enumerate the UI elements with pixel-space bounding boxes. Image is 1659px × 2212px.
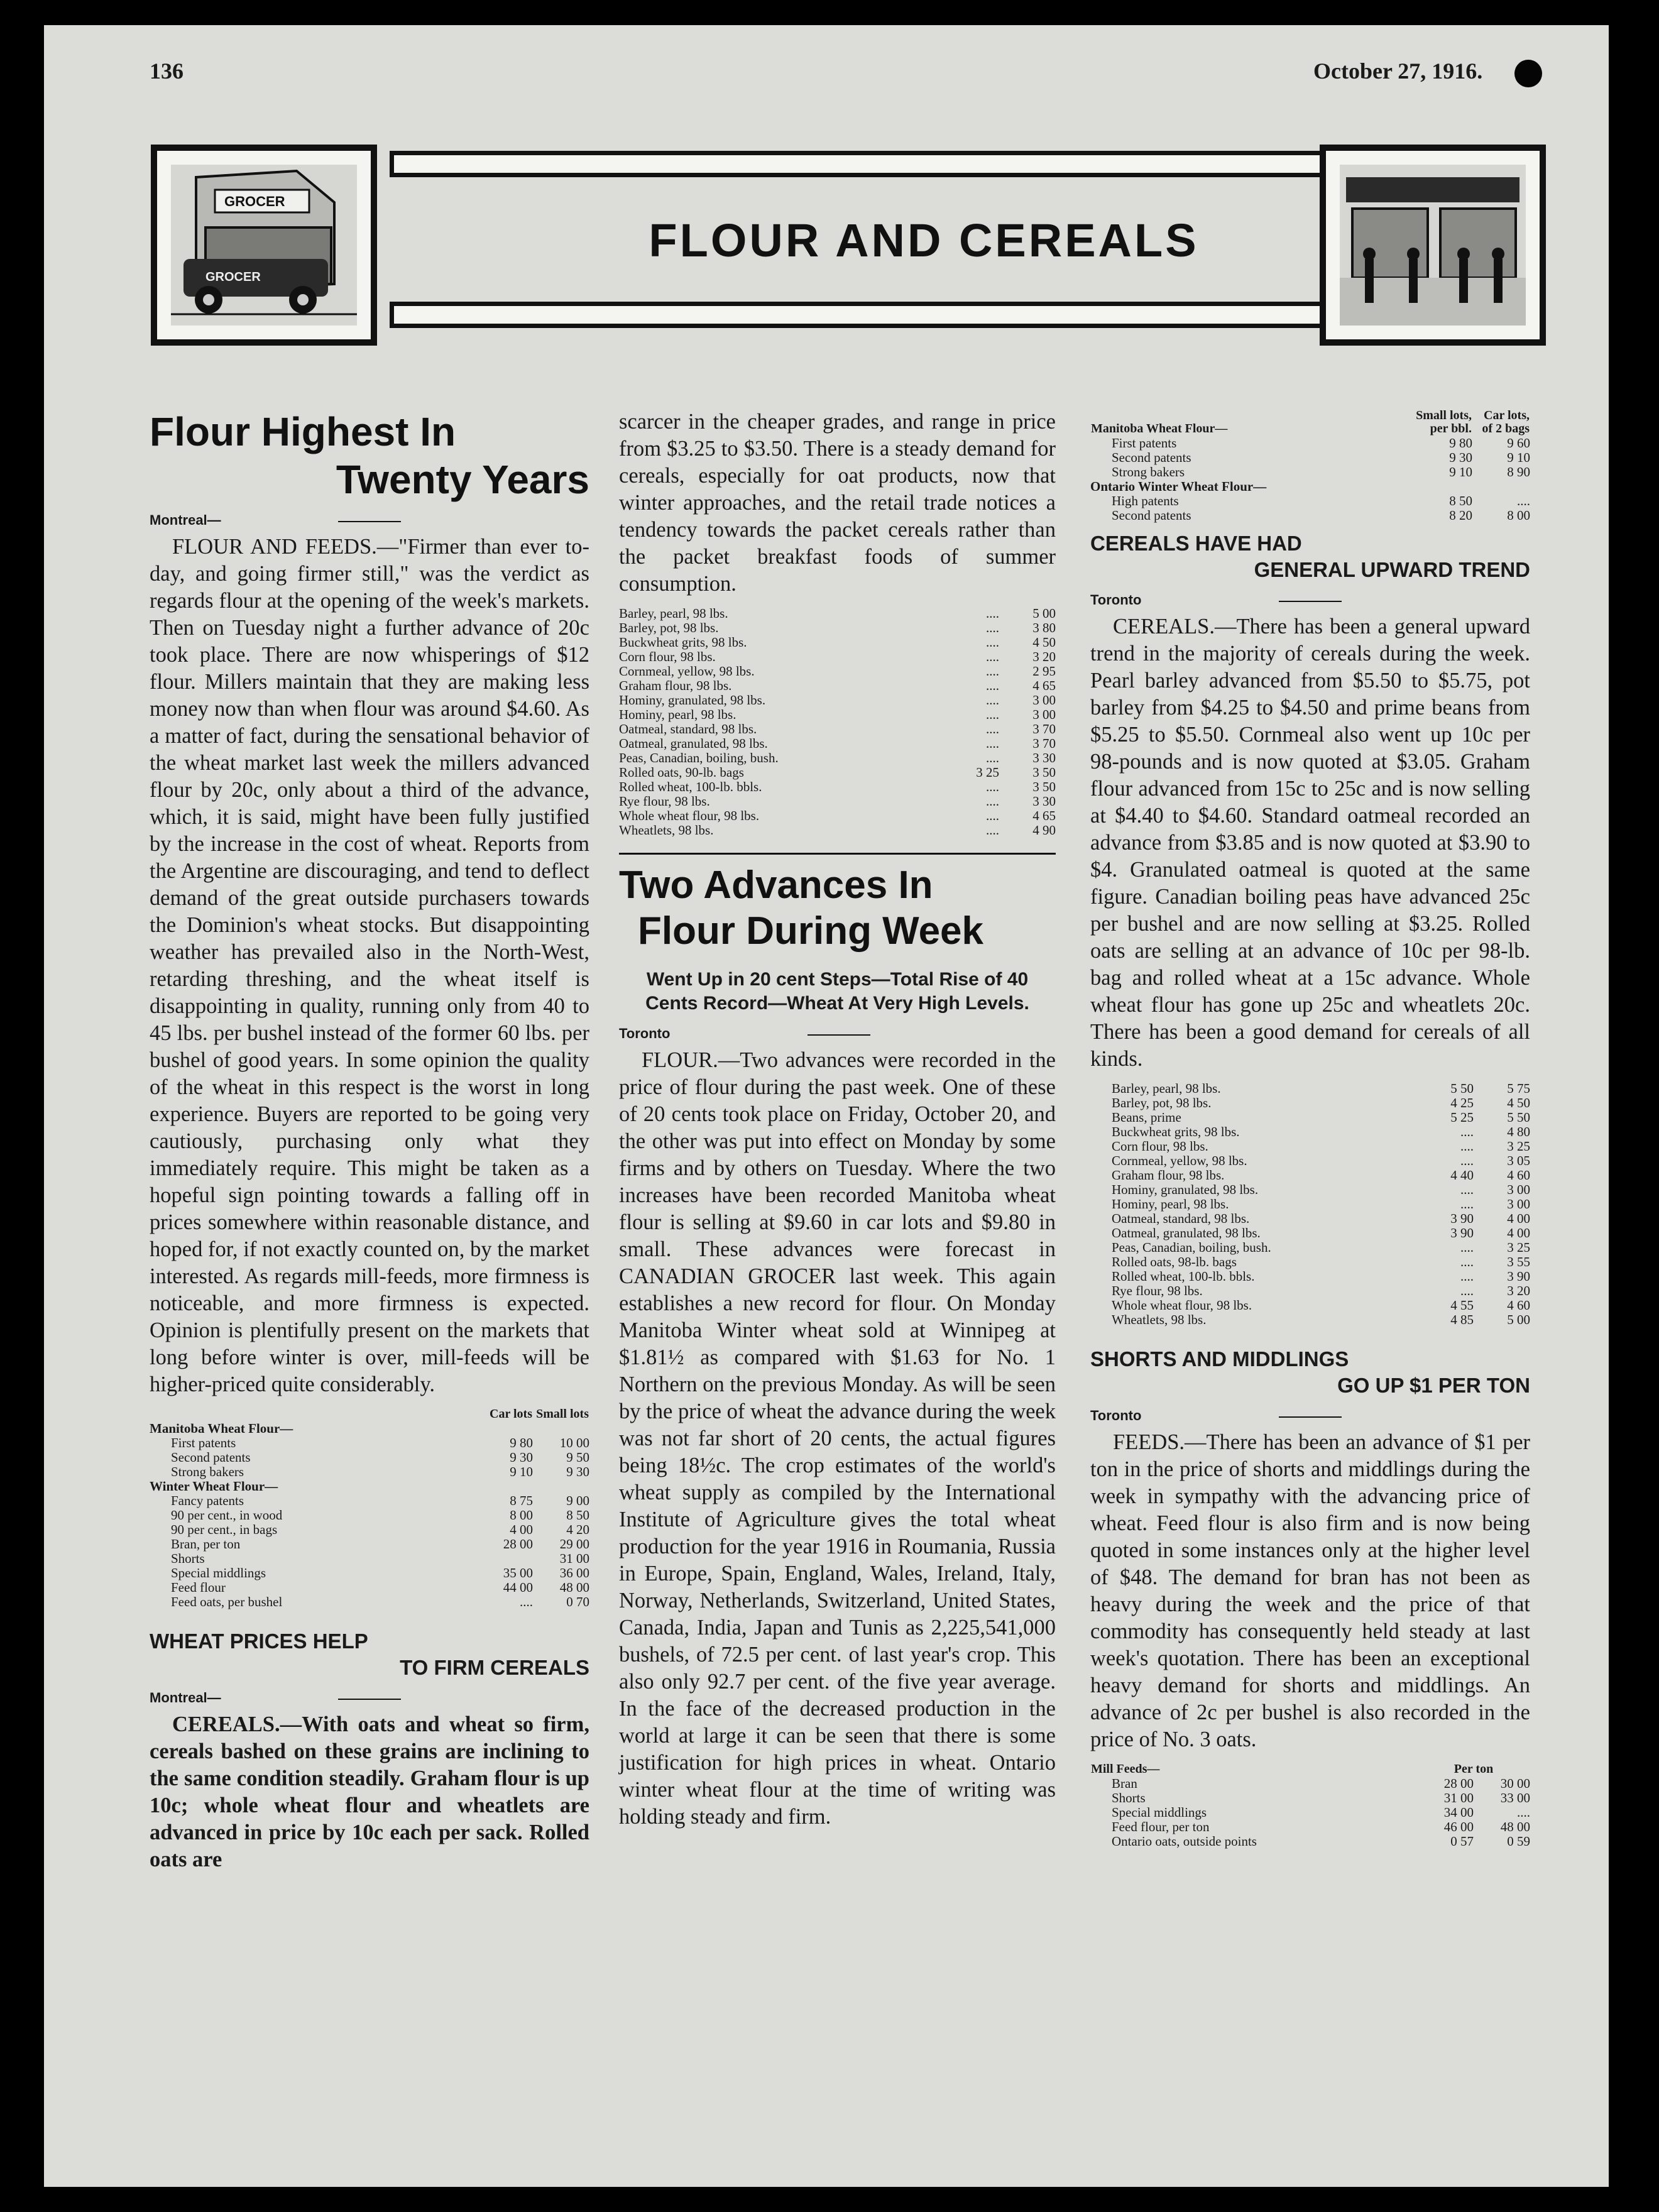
grocer-car-icon xyxy=(171,165,357,326)
price-cell: 3 90 xyxy=(1507,1269,1530,1284)
svg-text:GROCER: GROCER xyxy=(205,270,261,284)
price-cell: .... xyxy=(1460,1139,1474,1154)
table-row xyxy=(1090,494,1530,508)
price-cell: 4 00 xyxy=(1507,1211,1530,1226)
price-cell xyxy=(476,1479,533,1494)
price-cell: .... xyxy=(1517,493,1530,508)
table-label: Mill Feeds— xyxy=(1091,1762,1160,1776)
price-cell: 4 40 xyxy=(1450,1168,1474,1183)
price-cell: 9 10 xyxy=(1449,464,1472,479)
table-row xyxy=(1090,479,1530,494)
table-row xyxy=(150,1450,589,1465)
row-label: First patents xyxy=(171,1435,236,1451)
article-body: FLOUR AND FEEDS.—"Firmer than ever to-day, and going firmer still," was the verdict as regards flour at the opening of the week's markets. Then on Tuesday night a further advance of 20c took place. There are now whisperings of $12 flour. Millers maintain that they are making less money now than when flour was around $4.60. As a matter of fact, during the sensational behavior of the wheat market last week the millers advanced flour by 20c, only about a third of the advance, which, it is said, might have been fully justified by the increase in the cost of wheat. Reports from the Argentine are discouraging, and tend to deflect demand of the great outside purchasers towards the Dominion's wheat stocks. But disappointing weather has prevailed also in the North-West, retarding threshing, and the wheat itself is disappointing in quality, running only from 40 to 45 lbs. per bushel instead of the former 60 lbs. per bushel of good years. In some opinion the quality of the wheat in this respect is the worst in long experience. Buyers are reported to be going very cautiously, purchasing only what they immediately require. This might be taken as a hopeful sign pointing towards a falling off in prices somewhere within reasonable distance, and hoped for, if not exactly counted on, by the market interested. As regards mill-feeds, more firmness is noticeable, and more firmness is expected. Opinion is plentifully present on the markets that long before winter is over, mill-feeds will be higher-priced quite considerably. xyxy=(150,535,589,1397)
article-body-continued: scarcer in the cheaper grades, and range in price from $3.25 to $3.50. There is a steady demand for cereals, especially for oat products, now that winter approaches, and the retail trade notices a tendency towards the packet cereals rather than the packet breakfast foods of summer consumption. xyxy=(619,410,1056,596)
price-cell: 0 57 xyxy=(1450,1834,1474,1849)
row-label: Special middlings xyxy=(1112,1805,1207,1820)
price-cell: 33 00 xyxy=(1500,1790,1530,1805)
table-row xyxy=(150,1523,589,1537)
price-cell: 3 70 xyxy=(1032,721,1056,736)
table-row xyxy=(619,679,1056,693)
price-cell xyxy=(533,1479,589,1494)
table-row xyxy=(1090,1298,1530,1313)
table-row xyxy=(150,1436,589,1450)
table-row xyxy=(1090,1197,1530,1212)
price-cell: 46 00 xyxy=(1443,1819,1474,1834)
row-label: Whole wheat flour, 98 lbs. xyxy=(619,808,760,823)
row-label: Rolled wheat, 100-lb. bbls. xyxy=(1112,1269,1255,1284)
table-label: Manitoba Wheat Flour— xyxy=(1091,422,1228,435)
dateline: Toronto xyxy=(1090,1408,1530,1424)
price-cell: .... xyxy=(986,707,999,722)
headline-line-2: GENERAL UPWARD TREND xyxy=(1254,558,1530,581)
table-row xyxy=(1090,1154,1530,1168)
row-label: Peas, Canadian, boiling, bush. xyxy=(1112,1240,1271,1255)
table-row xyxy=(1090,1096,1530,1110)
price-cell: .... xyxy=(986,664,999,679)
row-label: Hominy, pearl, 98 lbs. xyxy=(1112,1196,1229,1212)
table-row xyxy=(150,1465,589,1479)
price-cell: 3 30 xyxy=(1032,794,1056,809)
price-cell: 35 00 xyxy=(503,1565,533,1581)
table-row xyxy=(619,650,1056,664)
row-label: Barley, pot, 98 lbs. xyxy=(1112,1095,1212,1110)
article-body: CEREALS.—With oats and wheat so firm, cereals bashed on these grains are inclining to the same condition steadily. Graham flour is up 10c; whole wheat flour and wheatlets are advanced in price by 10c each per sack. Rolled oats are xyxy=(150,1712,589,1872)
price-cell: 34 00 xyxy=(1443,1805,1474,1820)
price-cell: 9 60 xyxy=(1507,435,1530,451)
price-cell: .... xyxy=(986,808,999,823)
price-cell: .... xyxy=(1517,1805,1530,1820)
price-cell: 4 65 xyxy=(1032,808,1056,823)
price-cell: 2 95 xyxy=(1032,664,1056,679)
headline-line-1: Flour Highest In xyxy=(150,409,456,454)
table-row xyxy=(1090,1834,1530,1849)
table-row xyxy=(619,780,1056,794)
table-row xyxy=(150,1508,589,1523)
row-label: Graham flour, 98 lbs. xyxy=(619,678,732,693)
table-row xyxy=(619,606,1056,621)
row-label: Oatmeal, standard, 98 lbs. xyxy=(619,721,757,736)
row-label: Manitoba Wheat Flour— xyxy=(150,1421,293,1437)
price-cell: 8 50 xyxy=(566,1508,589,1523)
article-headline xyxy=(150,408,589,503)
price-cell: .... xyxy=(986,635,999,650)
table-row xyxy=(150,1479,589,1494)
price-cell: 9 10 xyxy=(510,1464,533,1480)
price-cell: .... xyxy=(1460,1153,1474,1168)
table-row xyxy=(1090,1110,1530,1125)
article-subheadline: Went Up in 20 cent Steps—Total Rise of 40 Cents Record—Wheat At Very High Levels. xyxy=(645,969,1029,1014)
table-row xyxy=(1090,1255,1530,1269)
column-header: Small lots xyxy=(536,1407,589,1421)
row-label: Shorts xyxy=(171,1551,205,1567)
price-cell: 9 10 xyxy=(1507,450,1530,465)
price-cell: 8 00 xyxy=(1507,508,1530,523)
row-label: Strong bakers xyxy=(1112,464,1185,479)
section-banner xyxy=(151,119,1533,358)
price-cell: 3 50 xyxy=(1032,779,1056,794)
table-row xyxy=(150,1552,589,1566)
table-row xyxy=(1090,1269,1530,1284)
price-cell: 48 00 xyxy=(1500,1819,1530,1834)
row-label: Hominy, pearl, 98 lbs. xyxy=(619,707,736,722)
table-row xyxy=(1090,1284,1530,1298)
headline-line-2: TO FIRM CEREALS xyxy=(400,1656,589,1680)
row-label: Shorts xyxy=(1112,1790,1146,1805)
price-cell: 8 90 xyxy=(1507,464,1530,479)
price-cell: 3 20 xyxy=(1032,649,1056,664)
table-row xyxy=(1090,1313,1530,1327)
price-cell: .... xyxy=(986,823,999,838)
price-table xyxy=(150,1407,589,1609)
price-cell xyxy=(476,1552,533,1566)
price-cell: 3 80 xyxy=(1032,620,1056,635)
row-label: Rolled oats, 90-lb. bags xyxy=(619,765,744,780)
price-cell: .... xyxy=(986,678,999,693)
price-cell xyxy=(533,1421,589,1436)
article-body: FEEDS.—There has been an advance of $1 per ton in the price of shorts and middlings during the week in sympathy with the advancing price of wheat. Feed flour is also firm and is now being quoted in some instances only at the higher level of $48. The demand for bran has not been as heavy during the week and the price of that commodity has consequently held steady at last week's quotation. There has been an exceptional heavy demand for shorts and middlings. An advance of 2c per bushel is also recorded in the price of No. 3 oats. xyxy=(1090,1430,1530,1751)
table-row xyxy=(150,1595,589,1609)
row-label: Ontario Winter Wheat Flour— xyxy=(1090,479,1267,494)
price-cell: 4 25 xyxy=(1450,1095,1474,1110)
table-row xyxy=(619,635,1056,650)
price-cell: 4 80 xyxy=(1507,1124,1530,1139)
column-1 xyxy=(150,408,589,1873)
headline-line-2: GO UP $1 PER TON xyxy=(1337,1374,1530,1397)
headline-line-2: Twenty Years xyxy=(336,456,589,502)
headline-line-2: Flour During Week xyxy=(638,909,984,953)
price-cell: 3 20 xyxy=(1507,1283,1530,1298)
price-cell: 5 50 xyxy=(1507,1110,1530,1125)
row-label: Graham flour, 98 lbs. xyxy=(1112,1168,1225,1183)
price-cell: 3 00 xyxy=(1507,1196,1530,1212)
table-row xyxy=(619,823,1056,838)
price-cell: 4 00 xyxy=(1507,1225,1530,1240)
price-cell: .... xyxy=(1460,1283,1474,1298)
row-label: Cornmeal, yellow, 98 lbs. xyxy=(1112,1153,1247,1168)
price-cell xyxy=(1408,479,1472,494)
price-table xyxy=(1090,408,1530,523)
price-cell: 48 00 xyxy=(559,1580,589,1596)
dateline: Toronto xyxy=(619,1026,1056,1042)
table-row xyxy=(1090,1791,1530,1805)
row-label: Wheatlets, 98 lbs. xyxy=(1112,1312,1207,1327)
banner-rule-top xyxy=(390,151,1467,177)
price-cell: 3 30 xyxy=(1032,750,1056,765)
article-body: FLOUR.—Two advances were recorded in the price of flour during the past week. One of these of 20 cents took place on Friday, October 20, and the other was put into effect on Monday by some firms and by others on Tuesday. Where the two increases have been recorded Manitoba wheat flour is selling at $9.60 in car lots and $9.80 in small. These advances were forecast in CANADIAN GROCER last week. This again establishes a new record for flour. On Monday Manitoba Winter wheat sold at Winnipeg at $1.81½ as compared with $1.63 for No. 1 Northern on the previous Monday. As will be seen by the price of wheat the advance during the week was not far short of 20 cents, the actual figures being 18½c. The crop estimates of the world's wheat supply as compiled by the International Institute of Agriculture gives the total wheat production for the year 1916 in Roumania, Russia in Europe, Spain, England, Wales, Ireland, Italy, Norway, Netherlands, Switzerland, United States, Canada, India, Japan and Tunis as 2,225,541,000 bushels, of 72.5 per cent. of last year's crop. This also only 92.7 per cent. of the five year average. In the face of the decreased production in the world at large it can be seen that there is some justification for high prices in wheat. Ontario winter wheat flour at the time of writing was holding steady and firm. xyxy=(619,1048,1056,1829)
row-label: Cornmeal, yellow, 98 lbs. xyxy=(619,664,755,679)
price-cell: 28 00 xyxy=(503,1536,533,1552)
table-row xyxy=(1090,1240,1530,1255)
table-row xyxy=(619,736,1056,751)
page-date: October 27, 1916. xyxy=(1313,58,1483,84)
price-cell: 8 00 xyxy=(510,1508,533,1523)
price-cell: .... xyxy=(986,736,999,751)
table-row xyxy=(1090,1805,1530,1820)
price-cell: 9 30 xyxy=(566,1464,589,1480)
price-cell: .... xyxy=(986,721,999,736)
table-row xyxy=(1090,1226,1530,1240)
table-row xyxy=(1090,436,1530,451)
column-header: Car lots, of 2 bags xyxy=(1482,408,1530,435)
price-cell: 29 00 xyxy=(559,1536,589,1552)
page-number: 136 xyxy=(150,58,183,84)
row-label: Second patents xyxy=(171,1450,251,1465)
price-cell: 3 25 xyxy=(1507,1139,1530,1154)
price-cell: 8 75 xyxy=(510,1493,533,1509)
price-cell: .... xyxy=(1460,1182,1474,1197)
row-label: Ontario oats, outside points xyxy=(1112,1834,1257,1849)
price-cell: .... xyxy=(986,794,999,809)
table-row xyxy=(619,621,1056,635)
row-label: First patents xyxy=(1112,435,1177,451)
row-label: Bran xyxy=(1112,1776,1137,1791)
storefront-shoppers-illustration xyxy=(1320,145,1546,346)
column-header: Per ton xyxy=(1454,1762,1494,1776)
column-3 xyxy=(1090,408,1530,1856)
price-cell xyxy=(476,1421,533,1436)
row-label: Hominy, granulated, 98 lbs. xyxy=(619,693,766,708)
row-label: Fancy patents xyxy=(171,1493,244,1509)
table-row xyxy=(619,765,1056,780)
price-cell: 0 70 xyxy=(566,1594,589,1610)
row-label: Rye flour, 98 lbs. xyxy=(619,794,710,809)
price-cell: .... xyxy=(986,620,999,635)
dateline: Montreal— xyxy=(150,512,589,528)
column-header: Small lots, per bbl. xyxy=(1416,408,1472,435)
table-row xyxy=(150,1566,589,1580)
table-row xyxy=(1090,451,1530,465)
headline-line-1: CEREALS HAVE HAD xyxy=(1090,532,1302,555)
price-cell: .... xyxy=(986,606,999,621)
row-label: Barley, pearl, 98 lbs. xyxy=(619,606,728,621)
price-cell: 4 20 xyxy=(566,1522,589,1538)
column-header: Car lots xyxy=(490,1407,532,1421)
table-row xyxy=(1090,1777,1530,1791)
row-label: Special middlings xyxy=(171,1565,266,1581)
price-cell: .... xyxy=(986,693,999,708)
article-headline xyxy=(1090,1346,1530,1399)
price-cell: 8 50 xyxy=(1449,493,1472,508)
row-label: Beans, prime xyxy=(1112,1110,1181,1125)
price-table xyxy=(1090,1081,1530,1327)
table-row xyxy=(150,1421,589,1436)
price-cell: .... xyxy=(1460,1269,1474,1284)
table-row xyxy=(150,1494,589,1508)
row-label: Winter Wheat Flour— xyxy=(150,1479,278,1494)
price-cell: 44 00 xyxy=(503,1580,533,1596)
price-cell: .... xyxy=(520,1594,533,1610)
table-row xyxy=(619,751,1056,765)
price-cell: 31 00 xyxy=(1443,1790,1474,1805)
table-row xyxy=(619,722,1056,736)
row-label: Wheatlets, 98 lbs. xyxy=(619,823,714,838)
table-row xyxy=(619,708,1056,722)
row-label: Oatmeal, standard, 98 lbs. xyxy=(1112,1211,1250,1226)
price-cell: 3 25 xyxy=(976,765,999,780)
row-label: 90 per cent., in wood xyxy=(171,1508,283,1523)
price-cell: 3 00 xyxy=(1507,1182,1530,1197)
row-label: Rye flour, 98 lbs. xyxy=(1112,1283,1203,1298)
price-cell: 36 00 xyxy=(559,1565,589,1581)
price-cell: 3 70 xyxy=(1032,736,1056,751)
price-cell: 3 55 xyxy=(1507,1254,1530,1269)
price-cell: 30 00 xyxy=(1500,1776,1530,1791)
price-cell: 3 00 xyxy=(1032,693,1056,708)
table-row xyxy=(1090,465,1530,479)
price-table xyxy=(1090,1762,1530,1849)
table-row xyxy=(150,1537,589,1552)
price-cell: 3 90 xyxy=(1450,1211,1474,1226)
article-headline xyxy=(619,862,1056,954)
table-row xyxy=(150,1580,589,1595)
price-cell: 5 00 xyxy=(1507,1312,1530,1327)
row-label: High patents xyxy=(1112,493,1179,508)
price-cell: 3 90 xyxy=(1450,1225,1474,1240)
price-cell: 4 85 xyxy=(1450,1312,1474,1327)
price-cell: 9 50 xyxy=(566,1450,589,1465)
article-headline xyxy=(1090,530,1530,583)
price-cell: 3 05 xyxy=(1507,1153,1530,1168)
price-cell: 4 60 xyxy=(1507,1298,1530,1313)
price-cell: .... xyxy=(1460,1254,1474,1269)
row-label: Strong bakers xyxy=(171,1464,244,1480)
price-cell: 5 75 xyxy=(1507,1081,1530,1096)
row-label: Bran, per ton xyxy=(171,1536,241,1552)
row-label: 90 per cent., in bags xyxy=(171,1522,278,1538)
price-cell: .... xyxy=(986,750,999,765)
price-cell: 9 30 xyxy=(1449,450,1472,465)
price-cell: 9 80 xyxy=(510,1435,533,1451)
price-table xyxy=(619,606,1056,838)
price-cell: 4 50 xyxy=(1507,1095,1530,1110)
price-cell: 4 50 xyxy=(1032,635,1056,650)
dateline: Toronto xyxy=(1090,592,1530,608)
row-label: Rolled oats, 98-lb. bags xyxy=(1112,1254,1237,1269)
table-row xyxy=(1090,1212,1530,1226)
banner-rule-bottom xyxy=(390,302,1467,328)
price-cell: 9 80 xyxy=(1449,435,1472,451)
price-cell: .... xyxy=(986,779,999,794)
table-row xyxy=(1090,1125,1530,1139)
price-cell: 4 90 xyxy=(1032,823,1056,838)
price-cell: 3 50 xyxy=(1032,765,1056,780)
price-cell: 5 50 xyxy=(1450,1081,1474,1096)
row-label: Feed flour, per ton xyxy=(1112,1819,1210,1834)
dateline: Montreal— xyxy=(150,1690,589,1706)
price-cell: 28 00 xyxy=(1443,1776,1474,1791)
table-row xyxy=(619,809,1056,823)
price-cell: .... xyxy=(1460,1196,1474,1212)
price-cell: 4 65 xyxy=(1032,678,1056,693)
price-cell: 9 00 xyxy=(566,1493,589,1509)
row-label: Feed flour xyxy=(171,1580,226,1596)
price-cell: 4 60 xyxy=(1507,1168,1530,1183)
row-label: Barley, pearl, 98 lbs. xyxy=(1112,1081,1221,1096)
price-cell: 5 00 xyxy=(1032,606,1056,621)
punch-hole xyxy=(1514,60,1542,87)
row-label: Rolled wheat, 100-lb. bbls. xyxy=(619,779,762,794)
storefront-car-illustration xyxy=(151,145,377,346)
price-cell: .... xyxy=(986,649,999,664)
row-label: Feed oats, per bushel xyxy=(171,1594,283,1610)
row-label: Peas, Canadian, boiling, bush. xyxy=(619,750,779,765)
table-row xyxy=(619,693,1056,708)
table-row xyxy=(619,794,1056,809)
headline-line-1: Two Advances In xyxy=(619,863,933,907)
price-cell: 10 00 xyxy=(559,1435,589,1451)
section-title: FLOUR AND CEREALS xyxy=(649,214,1199,266)
price-cell xyxy=(1472,479,1530,494)
headline-line-1: WHEAT PRICES HELP xyxy=(150,1629,368,1653)
price-cell: 4 55 xyxy=(1450,1298,1474,1313)
table-row xyxy=(1090,1081,1530,1096)
row-label: Whole wheat flour, 98 lbs. xyxy=(1112,1298,1252,1313)
article-body: CEREALS.—There has been a general upward trend in the majority of cereals during the week. Pearl barley advanced from $5.50 to $5.75, pot barley from $4.25 to $4.50 and prime beans from $5.25 to $5.50. Cornmeal also went up 10c per 98-pounds and is now quoted at $3.05. Graham flour advanced from 15c to 25c and is now selling at $4.40 to $4.60. Standard oatmeal recorded an advance from $3.85 and is now quoted at $3.90 to $4. Granulated oatmeal is quoted at the same figure. Canadian boiling peas have advanced 25c per bushel and are now selling at $3.25. Rolled oats are selling at an advance of 10c per 98-lb. bag and rolled wheat at a 15c advance. Whole wheat flour has gone up 25c and wheatlets 20c. There has been a good demand for cereals of all kinds. xyxy=(1090,615,1530,1071)
price-cell: 4 00 xyxy=(510,1522,533,1538)
svg-text:GROCER: GROCER xyxy=(224,194,285,209)
table-row xyxy=(619,664,1056,679)
price-cell: 3 25 xyxy=(1507,1240,1530,1255)
row-label: Second patents xyxy=(1112,450,1191,465)
row-label: Oatmeal, granulated, 98 lbs. xyxy=(619,736,768,751)
row-label: Oatmeal, granulated, 98 lbs. xyxy=(1112,1225,1261,1240)
table-row xyxy=(1090,508,1530,523)
row-label: Buckwheat grits, 98 lbs. xyxy=(619,635,747,650)
table-row xyxy=(1090,1183,1530,1197)
table-row xyxy=(1090,1139,1530,1154)
row-label: Buckwheat grits, 98 lbs. xyxy=(1112,1124,1240,1139)
price-cell: .... xyxy=(1460,1240,1474,1255)
row-label: Hominy, granulated, 98 lbs. xyxy=(1112,1182,1259,1197)
price-cell: 8 20 xyxy=(1449,508,1472,523)
row-label: Second patents xyxy=(1112,508,1191,523)
table-row xyxy=(1090,1168,1530,1183)
storefront-icon xyxy=(1340,165,1526,326)
price-cell: 9 30 xyxy=(510,1450,533,1465)
headline-line-1: SHORTS AND MIDDLINGS xyxy=(1090,1347,1349,1371)
price-cell: 5 25 xyxy=(1450,1110,1474,1125)
column-2 xyxy=(619,408,1056,1831)
price-cell: 0 59 xyxy=(1507,1834,1530,1849)
row-label: Corn flour, 98 lbs. xyxy=(1112,1139,1208,1154)
price-cell: 31 00 xyxy=(559,1551,589,1567)
row-label: Barley, pot, 98 lbs. xyxy=(619,620,719,635)
price-cell: 3 00 xyxy=(1032,707,1056,722)
row-label: Corn flour, 98 lbs. xyxy=(619,649,716,664)
article-headline xyxy=(150,1628,589,1681)
price-cell: .... xyxy=(1460,1124,1474,1139)
table-row xyxy=(1090,1820,1530,1834)
